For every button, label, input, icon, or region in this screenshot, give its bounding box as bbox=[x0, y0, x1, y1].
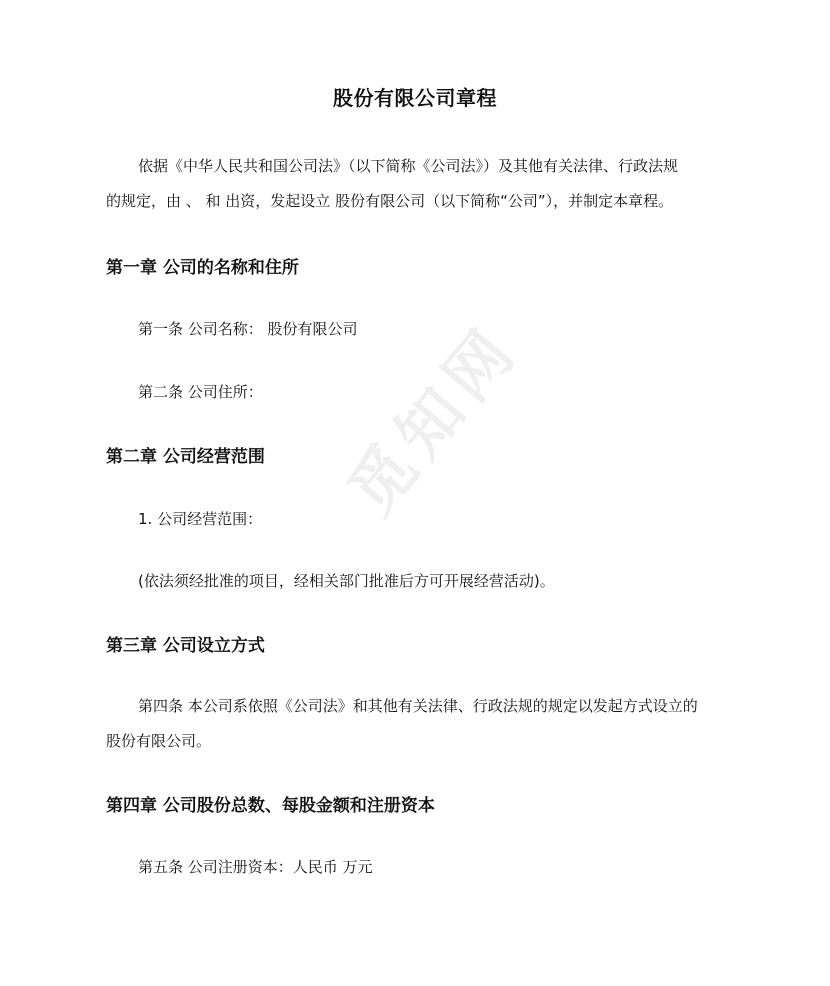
chapter-2-heading: 第二章 公司经营范围 bbox=[106, 447, 265, 467]
article-4-line-2: 股份有限公司。 bbox=[106, 732, 212, 750]
article-4-line-1: 第四条 本公司系依照《公司法》和其他有关法律、行政法规的规定以发起方式设立的 bbox=[138, 697, 698, 715]
chapter-3-heading: 第三章 公司设立方式 bbox=[106, 636, 265, 656]
business-scope-item: 1. 公司经营范围： bbox=[138, 510, 263, 528]
business-scope-note: (依法须经批准的项目，经相关部门批准后方可开展经营活动)。 bbox=[138, 572, 555, 590]
article-5: 第五条 公司注册资本：人民币 万元 bbox=[138, 858, 373, 876]
article-2: 第二条 公司住所： bbox=[138, 383, 263, 401]
preamble-line-2: 的规定，由 、 和 出资，发起设立 股份有限公司（以下简称“公司”），并制定本章程。 bbox=[106, 192, 674, 210]
article-1: 第一条 公司名称： 股份有限公司 bbox=[138, 320, 358, 338]
watermark: 觅知网 bbox=[334, 311, 535, 529]
document-title: 股份有限公司章程 bbox=[333, 86, 497, 110]
preamble-line-1: 依据《中华人民共和国公司法》（以下简称《公司法》）及其他有关法律、行政法规 bbox=[138, 157, 679, 175]
chapter-4-heading: 第四章 公司股份总数、每股金额和注册资本 bbox=[106, 796, 435, 816]
chapter-1-heading: 第一章 公司的名称和住所 bbox=[106, 258, 299, 278]
